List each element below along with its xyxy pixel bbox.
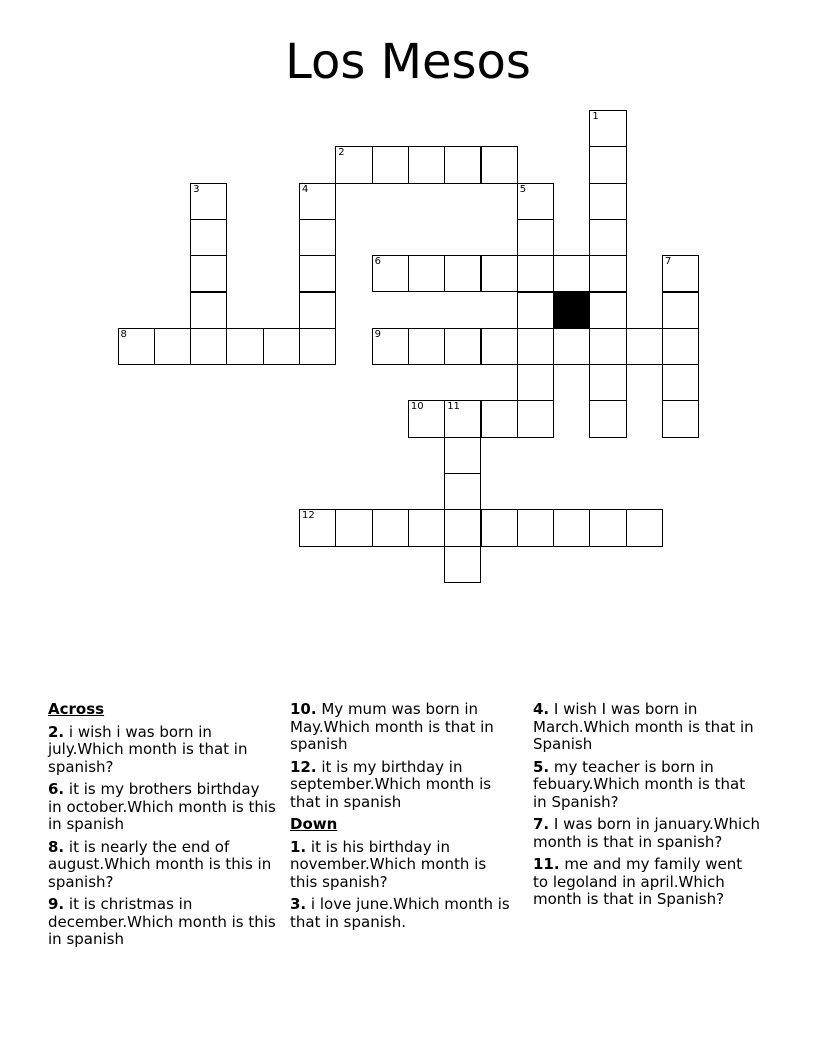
grid-cell[interactable] <box>662 364 699 401</box>
clue-number: 9. <box>48 895 65 913</box>
clue-across-6 <box>48 781 276 834</box>
clue-number-label: 11 <box>447 401 460 413</box>
clue-number: 3. <box>290 895 307 913</box>
clue-down-3 <box>290 896 518 931</box>
grid-cell[interactable] <box>589 328 626 365</box>
clue-text: it is christmas in december.Which month is this in spanish <box>48 895 276 948</box>
grid-cell[interactable] <box>190 183 227 220</box>
clue-text: my teacher is born in febuary.Which month is that in Spanish? <box>533 757 746 811</box>
page-title: Los Mesos <box>285 34 531 90</box>
clue-number-label: 9 <box>374 328 381 340</box>
grid-cell[interactable] <box>481 255 518 292</box>
clue-number-label: 12 <box>302 510 315 522</box>
grid-cell[interactable] <box>517 183 554 220</box>
clue-text: it is his birthday in november.Which month is this spanish? <box>290 837 487 891</box>
clue-down-4 <box>533 701 761 754</box>
grid-cell[interactable] <box>517 328 554 365</box>
grid-cell[interactable] <box>190 219 227 256</box>
clue-number-label: 5 <box>519 183 527 195</box>
grid-cell[interactable] <box>444 146 481 183</box>
grid-cell[interactable] <box>481 509 518 546</box>
clue-number: 1. <box>290 837 307 856</box>
clue-number: 7. <box>533 815 550 833</box>
grid-cell[interactable] <box>372 255 409 292</box>
clue-text: i wish i was born in july.Which month is that in spanish? <box>48 722 248 776</box>
grid-cell[interactable] <box>444 509 481 546</box>
grid-cell[interactable] <box>626 509 663 546</box>
clue-number: 4. <box>533 700 550 718</box>
down-heading: Down <box>290 815 338 833</box>
clue-down-1 <box>290 839 518 892</box>
grid-cell[interactable] <box>444 328 481 365</box>
clue-text: I wish I was born in March.Which month is that in Spanish <box>533 700 754 753</box>
clue-number-label: 6 <box>374 256 381 268</box>
clue-number: 6. <box>48 780 65 798</box>
grid-cell[interactable] <box>517 292 554 329</box>
grid-cell[interactable] <box>517 364 554 401</box>
clue-number: 8. <box>48 837 65 856</box>
grid-cell[interactable] <box>589 400 626 437</box>
grid-cell[interactable] <box>118 328 155 365</box>
grid-cell[interactable] <box>263 328 300 365</box>
clue-number-label: 8 <box>120 328 127 340</box>
grid-cell[interactable] <box>190 255 227 292</box>
grid-cell[interactable] <box>553 328 590 365</box>
grid-cell[interactable] <box>335 509 372 546</box>
grid-cell[interactable] <box>481 400 518 437</box>
grid-cell[interactable] <box>299 328 336 365</box>
clue-down-7 <box>533 816 761 851</box>
clue-down-11 <box>533 856 761 909</box>
grid-cell[interactable] <box>190 292 227 329</box>
clue-number-label: 4 <box>302 183 309 195</box>
clue-number-label: 1 <box>592 111 599 122</box>
clue-text: i love june.Which month is that in spanish. <box>290 895 510 931</box>
clue-text: it is my brothers birthday in october.Which month is this in spanish <box>48 780 276 833</box>
grid-cell[interactable] <box>444 546 481 583</box>
grid-cell[interactable] <box>589 183 626 220</box>
grid-cell[interactable] <box>299 255 336 292</box>
grid-cell[interactable] <box>662 292 699 329</box>
black-square <box>553 292 590 329</box>
across-heading: Across <box>48 700 105 718</box>
grid-cell[interactable] <box>444 400 481 437</box>
clue-across-9 <box>48 896 276 949</box>
grid-cell[interactable] <box>299 219 336 256</box>
grid-cell[interactable] <box>517 219 554 256</box>
clue-number: 5. <box>533 757 550 776</box>
grid-cell[interactable] <box>408 509 445 546</box>
clue-number-label: 7 <box>665 256 672 268</box>
clue-across-10 <box>290 701 518 754</box>
clue-text: it is nearly the end of august.Which month is this in spanish? <box>48 837 272 891</box>
clue-text: I was born in january.Which month is that in spanish? <box>533 815 760 851</box>
grid-cell[interactable] <box>553 255 590 292</box>
grid-cell[interactable] <box>444 473 481 510</box>
grid-cell[interactable] <box>444 437 481 474</box>
grid-cell[interactable] <box>335 146 372 183</box>
clue-text: me and my family went to legoland in april.Which month is that in Spanish? <box>533 855 743 908</box>
grid-cell[interactable] <box>517 400 554 437</box>
clue-number: 10. <box>290 700 317 718</box>
grid-cell[interactable] <box>408 328 445 365</box>
grid-cell[interactable] <box>481 328 518 365</box>
grid-cell[interactable] <box>589 110 626 147</box>
clue-across-8 <box>48 839 276 892</box>
grid-cell[interactable] <box>517 509 554 546</box>
grid-cell[interactable] <box>372 328 409 365</box>
clue-text: My mum was born in May.Which month is that in spanish <box>290 700 494 753</box>
grid-cell[interactable] <box>589 255 626 292</box>
grid-cell[interactable] <box>662 400 699 437</box>
clue-down-5 <box>533 759 761 812</box>
grid-cell[interactable] <box>589 146 626 183</box>
grid-cell[interactable] <box>408 146 445 183</box>
grid-cell[interactable] <box>662 255 699 292</box>
clue-across-12 <box>290 759 518 812</box>
grid-cell[interactable] <box>589 292 626 329</box>
grid-cell[interactable] <box>190 328 227 365</box>
clues-column-3 <box>533 701 761 914</box>
grid-cell[interactable] <box>662 328 699 365</box>
clue-number-label: 3 <box>193 183 200 195</box>
clue-number-label: 2 <box>338 147 345 159</box>
grid-cell[interactable] <box>372 146 409 183</box>
grid-cell[interactable] <box>299 292 336 329</box>
clues-column-2 <box>290 701 518 936</box>
grid-cell[interactable] <box>408 400 445 437</box>
clue-across-2 <box>48 724 276 777</box>
grid-cell[interactable] <box>589 364 626 401</box>
grid-cell[interactable] <box>626 328 663 365</box>
grid-cell[interactable] <box>553 509 590 546</box>
clue-number: 2. <box>48 722 65 741</box>
grid-cell[interactable] <box>299 183 336 220</box>
grid-cell[interactable] <box>589 219 626 256</box>
grid-cell[interactable] <box>372 509 409 546</box>
grid-cell[interactable] <box>444 255 481 292</box>
grid-cell[interactable] <box>517 255 554 292</box>
grid-cell[interactable] <box>299 509 336 546</box>
clue-number: 11. <box>533 855 560 873</box>
grid-cell[interactable] <box>589 509 626 546</box>
grid-cell[interactable] <box>154 328 191 365</box>
clues-column-1 <box>48 701 276 954</box>
clue-number: 12. <box>290 757 317 776</box>
grid-cell[interactable] <box>408 255 445 292</box>
grid-cell[interactable] <box>226 328 263 365</box>
grid-cell[interactable] <box>481 146 518 183</box>
clue-text: it is my birthday in september.Which month is that in spanish <box>290 757 492 811</box>
clue-number-label: 10 <box>410 401 424 413</box>
